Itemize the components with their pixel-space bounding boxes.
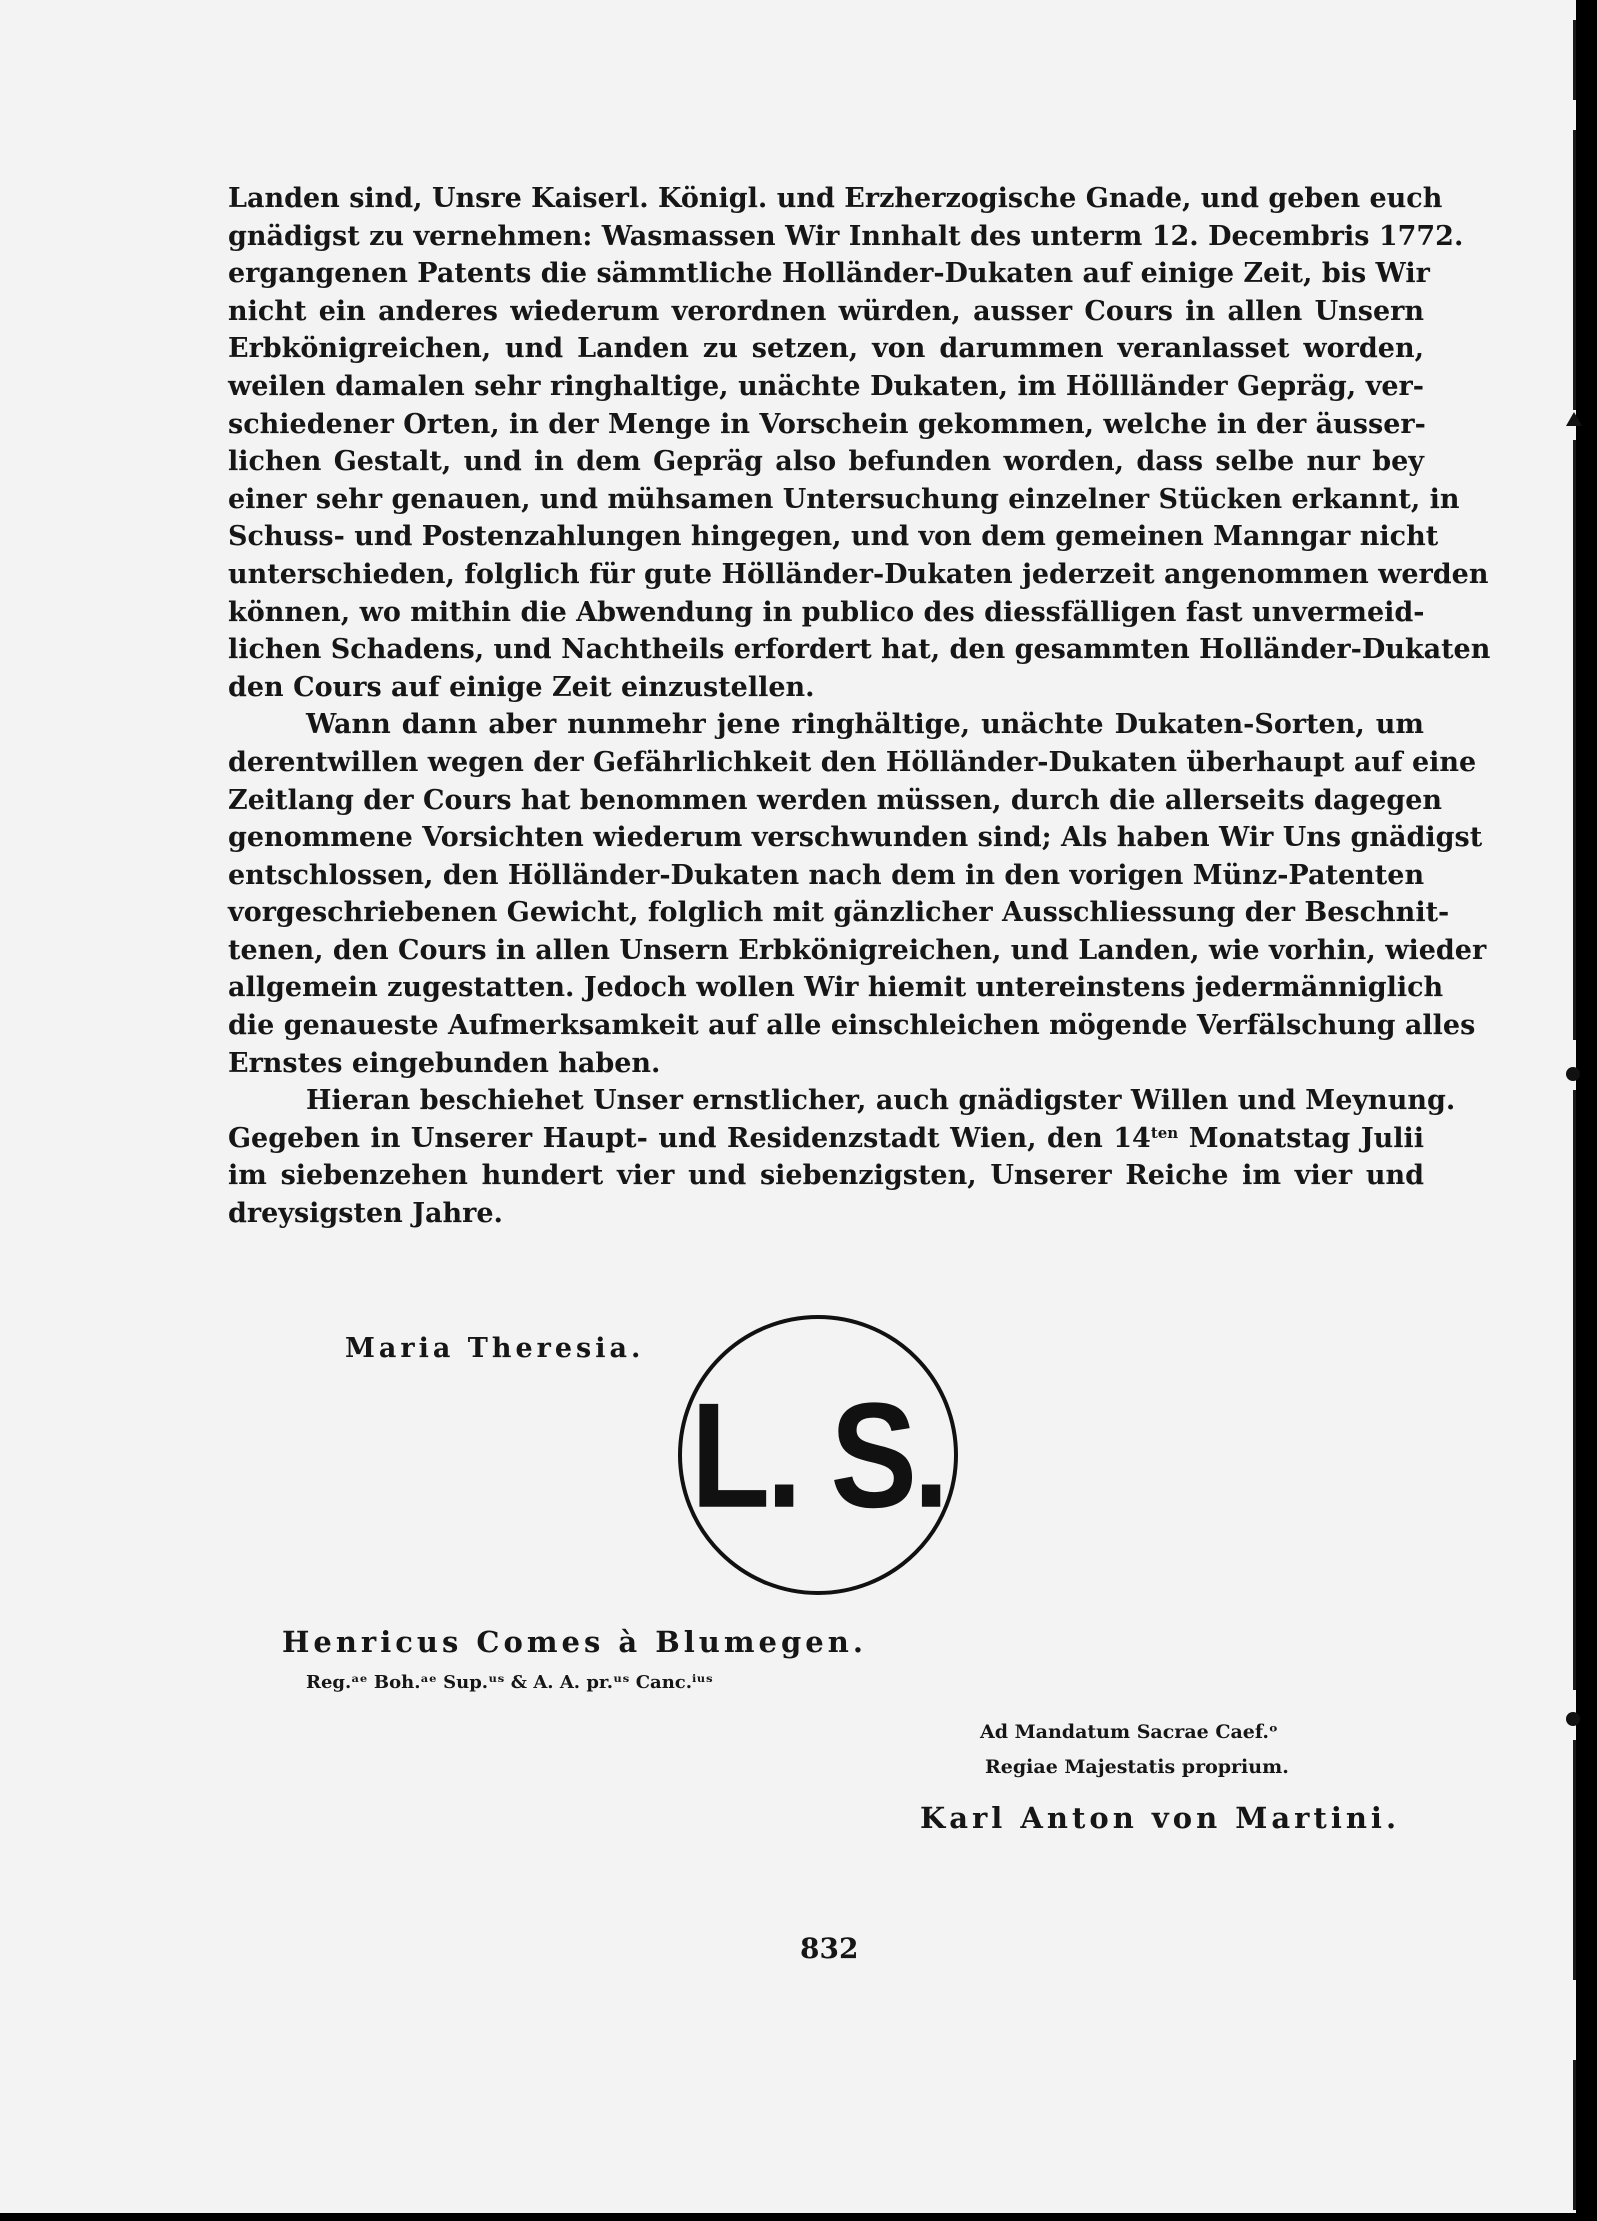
text-line: entschlossen, den Hölländer-Dukaten nach dem in den vorigen Münz-Patenten <box>228 859 1425 891</box>
seal-circle <box>678 1315 958 1595</box>
text-line: nicht ein anderes wiederum verordnen würden, ausser Cours in allen Unsern <box>228 295 1424 327</box>
text-line: genommene Vorsichten wiederum verschwunden sind; Als haben Wir Uns gnädigst <box>228 822 1483 854</box>
text-line: Schuss- und Postenzahlungen hingegen, und von dem gemeinen Manngar nicht <box>228 521 1439 553</box>
text-line: unterschieden, folglich für gute Hölländer-Dukaten jederzeit angenommen werden <box>228 558 1489 590</box>
scan-edge-line <box>1573 2060 1576 2210</box>
signature-henricus-title: Reg.ᵃᵉ Boh.ᵃᵉ Sup.ᵘˢ & A. A. pr.ᵘˢ Canc.ⁱᵘˢ <box>306 1672 713 1693</box>
body-text <box>228 180 1491 1233</box>
page-number: 832 <box>800 1932 859 1965</box>
scan-edge-line <box>1573 440 1576 1040</box>
scan-edge-line <box>1573 1740 1576 1980</box>
date-text: Gegeben in Unserer Haupt- und Residenzstadt Wien, den 14 <box>228 1122 1151 1154</box>
scan-edge-line <box>1573 1090 1576 1690</box>
text-line: gnädigst zu vernehmen: Wasmassen Wir Innhalt des unterm 12. Decembris 1772. <box>228 220 1464 252</box>
text-line: dreysigsten Jahre. <box>228 1198 503 1230</box>
text-line: ergangenen Patents die sämmtliche Holländer-Dukaten auf einige Zeit, bis Wir <box>228 258 1430 290</box>
seal-text: L. S. <box>690 1371 946 1539</box>
signature-karl-anton: Karl Anton von Martini. <box>920 1801 1401 1835</box>
text-line: den Cours auf einige Zeit einzustellen. <box>228 671 815 703</box>
paragraph-1 <box>228 180 1491 706</box>
scan-edge-arrow <box>1566 412 1582 426</box>
date-superscript: ten <box>1150 1123 1179 1142</box>
scan-edge-mark <box>1566 1067 1580 1081</box>
paragraph-3 <box>228 1082 1456 1232</box>
mandatum-line-2: Regiae Majestatis proprium. <box>985 1756 1289 1778</box>
text-line: Erbkönigreichen, und Landen zu setzen, von darummen veranlasset worden, <box>228 333 1424 365</box>
text-line: im siebenzehen hundert vier und siebenzigsten, Unserer Reiche im vier und <box>228 1160 1424 1192</box>
text-line: vorgeschriebenen Gewicht, folglich mit gänzlicher Ausschliessung der Beschnit- <box>228 897 1450 929</box>
text-line: Zeitlang der Cours hat benommen werden müssen, durch die allerseits dagegen <box>228 784 1443 816</box>
text-line: schiedener Orten, in der Menge in Vorschein gekommen, welche in der äusser- <box>228 408 1426 440</box>
signature-henricus: Henricus Comes à Blumegen. <box>282 1625 867 1659</box>
text-line: können, wo mithin die Abwendung in publico des diessfälligen fast unvermeid- <box>228 596 1425 628</box>
scan-edge-line <box>1573 20 1576 100</box>
scan-edge-mark <box>1566 1712 1580 1726</box>
text-line: allgemein zugestatten. Jedoch wollen Wir hiemit untereinstens jedermänniglich <box>228 972 1444 1004</box>
text-line: Ernstes eingebunden haben. <box>228 1047 661 1079</box>
text-line: die genaueste Aufmerksamkeit auf alle einschleichen mögende Verfälschung alles <box>228 1010 1476 1042</box>
text-line: lichen Gestalt, und in dem Gepräg also befunden worden, dass selbe nur bey <box>228 446 1424 478</box>
text-line: tenen, den Cours in allen Unsern Erbkönigreichen, und Landen, wie vorhin, wieder <box>228 934 1487 966</box>
date-text-rest: Monatstag Julii <box>1178 1122 1424 1154</box>
signature-maria-theresia: Maria Theresia. <box>345 1333 645 1364</box>
text-line <box>228 1120 1424 1158</box>
text-line: Landen sind, Unsre Kaiserl. Königl. und Erzherzogische Gnade, und geben euch <box>228 183 1443 214</box>
text-line: Hieran beschiehet Unser ernstlicher, auch gnädigster Willen und Meynung. <box>306 1085 1456 1117</box>
scan-edge-line <box>1573 130 1576 410</box>
text-line: lichen Schadens, und Nachtheils erfordert hat, den gesammten Holländer-Dukaten <box>228 634 1491 666</box>
mandatum-line-1: Ad Mandatum Sacrae Caef.ᵒ <box>980 1721 1278 1743</box>
text-line: Wann dann aber nunmehr jene ringhältige, unächte Dukaten-Sorten, um <box>306 709 1424 741</box>
text-line: einer sehr genauen, und mühsamen Untersuchung einzelner Stücken erkannt, in <box>228 483 1460 515</box>
text-line: weilen damalen sehr ringhaltige, unächte Dukaten, im Höllländer Gepräg, ver- <box>228 370 1424 402</box>
paragraph-2 <box>228 706 1487 1082</box>
text-line: derentwillen wegen der Gefährlichkeit den Hölländer-Dukaten überhaupt auf eine <box>228 746 1477 778</box>
